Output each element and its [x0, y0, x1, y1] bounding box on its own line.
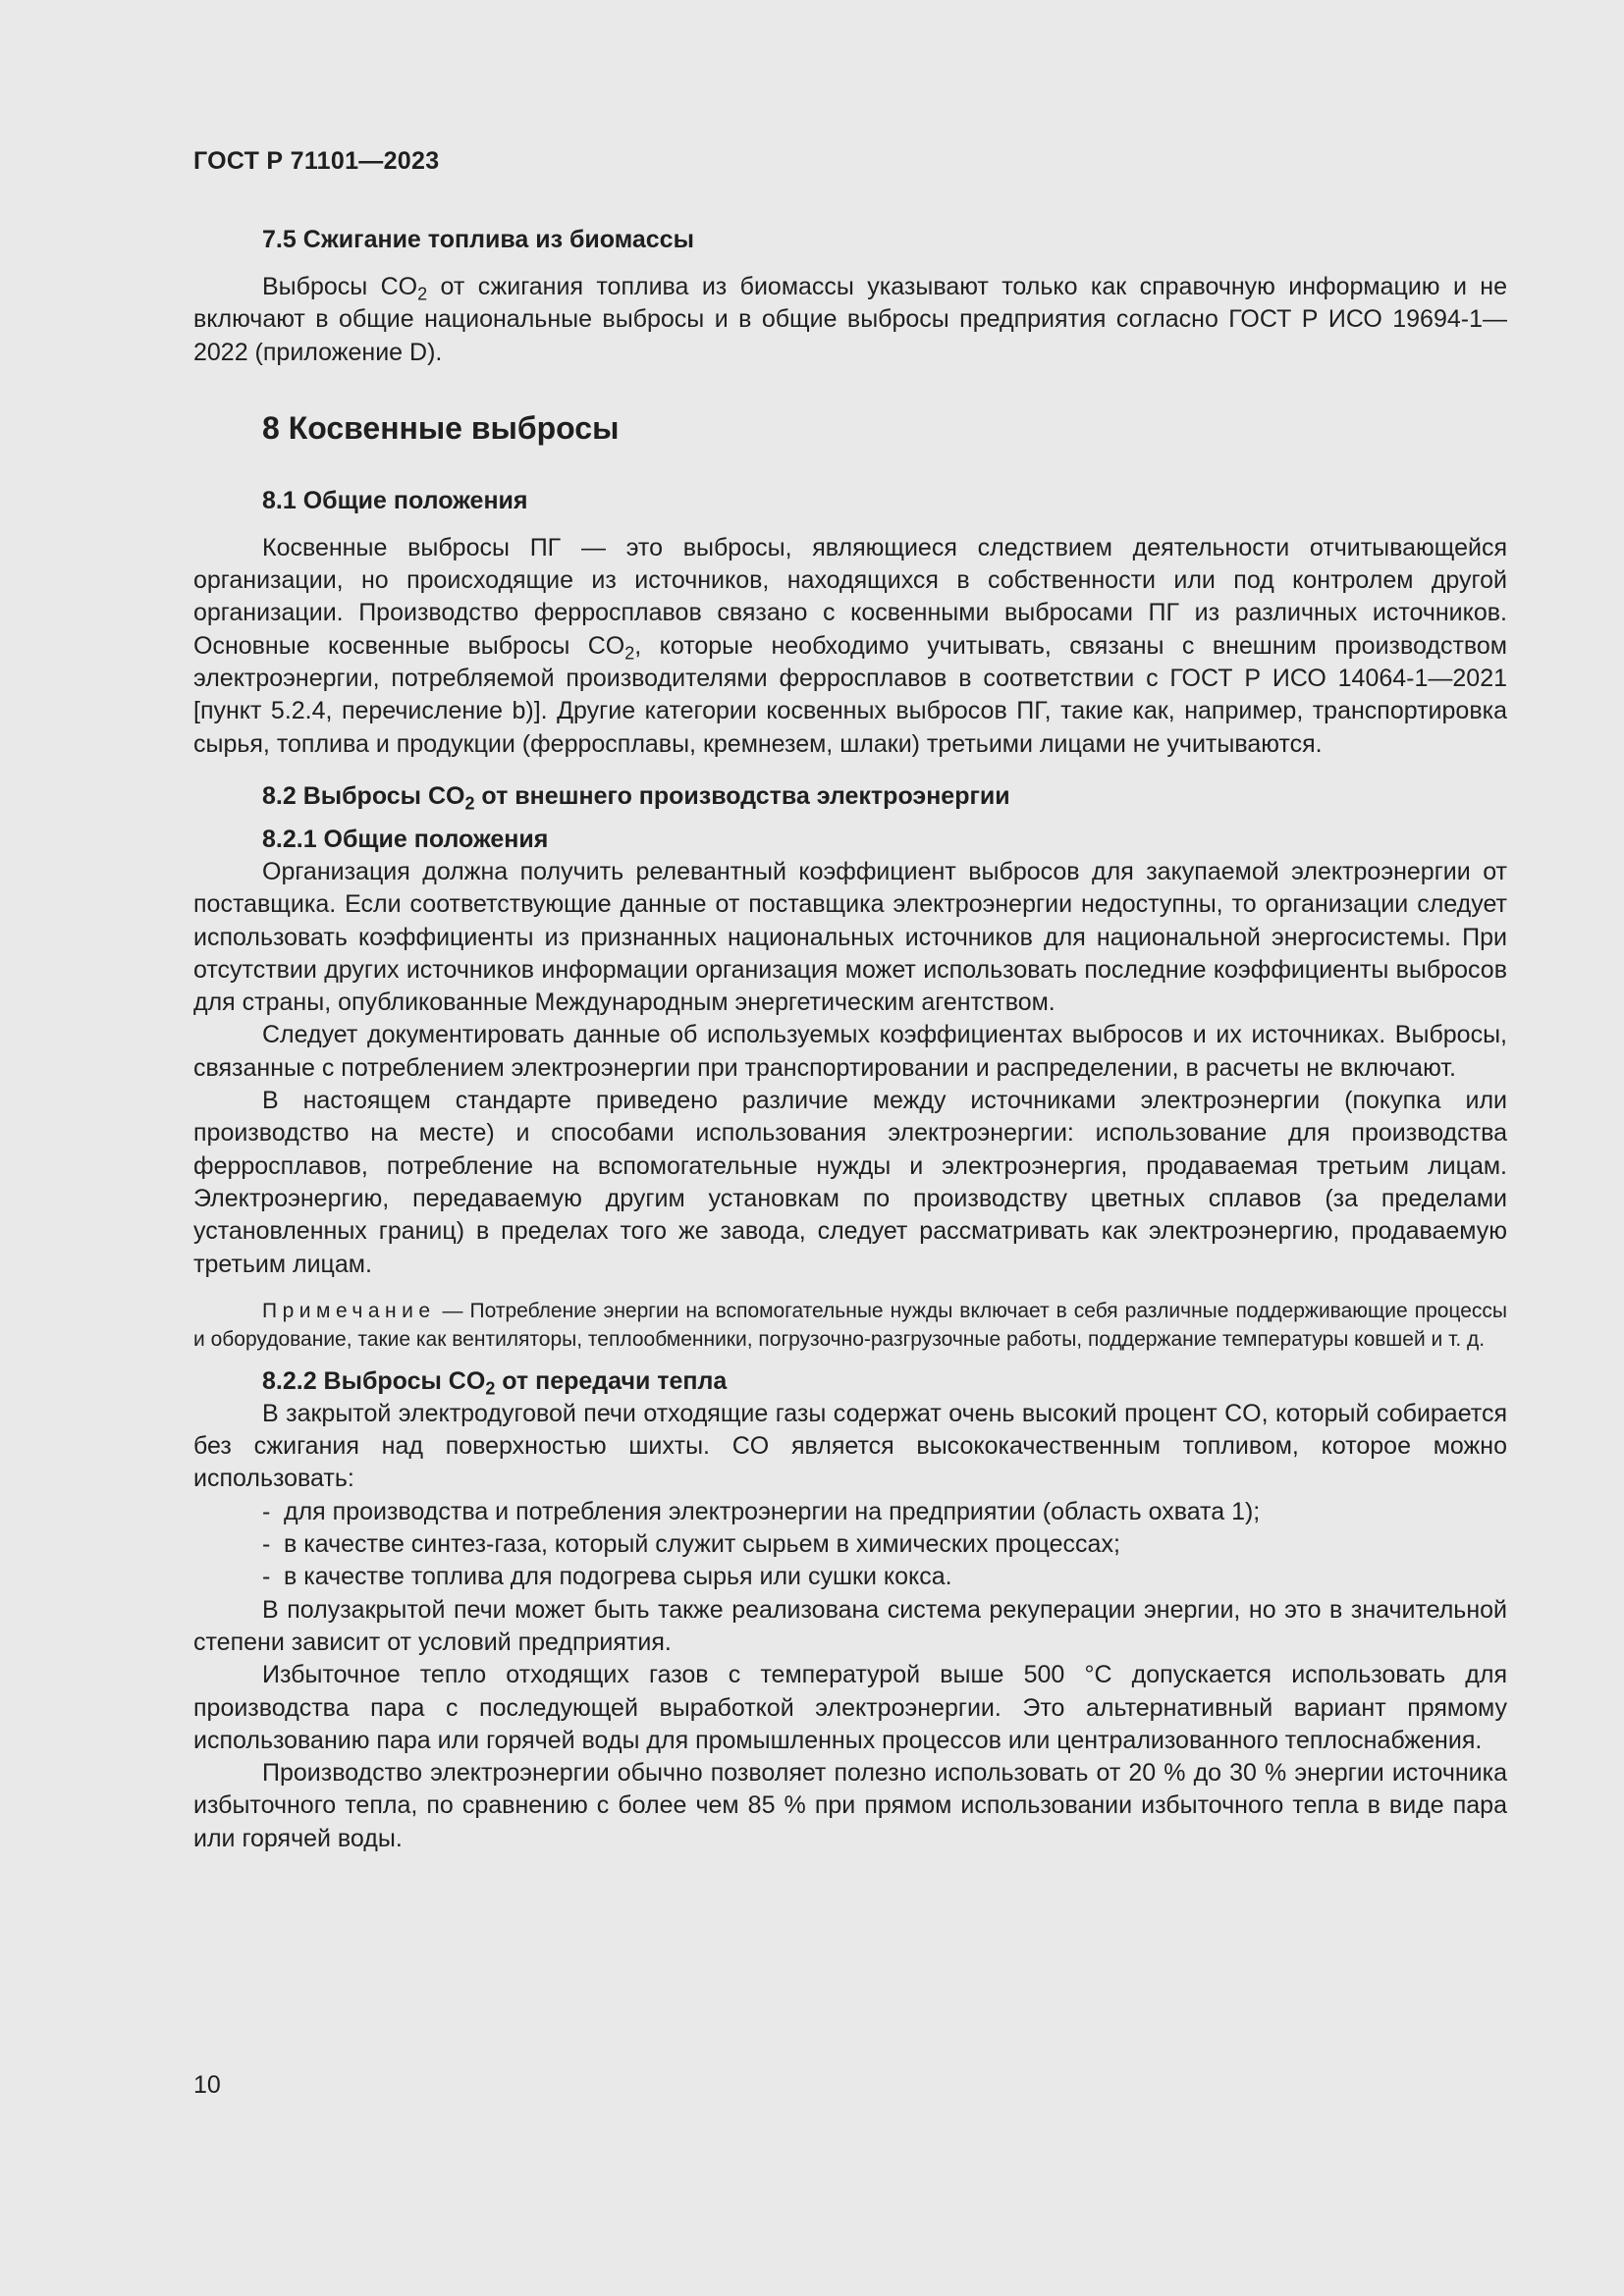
- paragraph: Следует документировать данные об используемых коэффициентах выбросов и их источниках. Выбросы, связанные с потреблением электроэнергии при транспортировании и распределении, в расчеты не включают.: [193, 1021, 1507, 1082]
- page-number: 10: [193, 2071, 221, 2099]
- bullet-list: [193, 1496, 1507, 1594]
- paragraph: Избыточное тепло отходящих газов с температурой выше 500 °C допускается использовать для производства пара с последующей выработкой электроэнергии. Это альтернативный вариант прямому использованию пара или горячей воды для промышленных процессов или централизованного теплоснабжения.: [193, 1661, 1507, 1754]
- note: [193, 1297, 1507, 1354]
- heading-text: от передачи тепла: [495, 1366, 728, 1395]
- text-fragment: , которые необходимо учитывать, связаны с внешним производством электроэнергии, потребляемой производителями ферросплавов в соответствии с ГОСТ Р ИСО 14064-1—2021 [пункт 5.2.4, перечисление b)]. Другие категории косвенных выбросов ПГ, такие как, например, транспортировка сырья, топлива и продукции (ферросплавы, кремнезем, шлаки) третьими лицами не учитываются.: [193, 631, 1507, 758]
- paragraph: В настоящем стандарте приведено различие между источниками электроэнергии (покупка или производство на месте) и способами использования электроэнергии: использование для производства ферросплавов, потребление на вспомогательные нужды и электроэнергия, продаваемая третьим лицам. Электроэнергию, передаваемую другим установкам по производству цветных сплавов (за пределами установленных границ) в пределах того же завода, следует рассматривать как электроэнергию, продаваемую третьим лицам.: [193, 1087, 1507, 1278]
- heading-8-1: 8.1 Общие положения: [262, 486, 528, 514]
- page-content: [193, 224, 1507, 1855]
- heading-7-5: 7.5 Сжигание топлива из биомассы: [262, 226, 694, 253]
- heading-text: 8.2 Выбросы CO: [262, 781, 465, 810]
- list-item: - в качестве синтез-газа, который служит сырьем в химических процессах;: [262, 1528, 1507, 1561]
- text-fragment: Косвенные выбросы ПГ — это выбросы, являющиеся следствием деятельности отчитывающейся организации, но происходящие из источников, находящихся в собственности или под контролем другой организации. Производство ферросплавов связано с косвенными выбросами ПГ из различных источников. Основные косвенные выбросы CO: [193, 533, 1507, 660]
- paragraph: [193, 271, 1507, 369]
- paragraph: [193, 532, 1507, 761]
- text-fragment: от сжигания топлива из биомассы указывают только как справочную информацию и не включают в общие национальные выбросы и в общие выбросы предприятия согласно ГОСТ Р ИСО 19694-1—2022 (приложение D).: [193, 273, 1508, 366]
- note-text: — Потребление энергии на вспомогательные нужды включает в себя различные поддерживающие процессы и оборудование, такие как вентиляторы, теплообменники, погрузочно-разгрузочные работы, поддержание температуры ковшей и т. д.: [193, 1299, 1507, 1351]
- note-label: Примечание: [262, 1299, 436, 1322]
- paragraph: Организация должна получить релевантный коэффициент выбросов для закупаемой электроэнергии от поставщика. Если соответствующие данные от поставщика электроэнергии недоступны, то организации следует использовать коэффициенты из признанных национальных источников для национальной энергосистемы. При отсутствии других источников информации организация может использовать последние коэффициенты выбросов для страны, опубликованные Международным энергетическим агентством.: [193, 857, 1507, 1017]
- subscript: 2: [464, 793, 475, 814]
- subscript: 2: [624, 643, 635, 664]
- list-item: - для производства и потребления электроэнергии на предприятии (область охвата 1);: [262, 1496, 1507, 1528]
- heading-text: 8.2.2 Выбросы CO: [262, 1366, 486, 1395]
- heading-8-2-2: [193, 1365, 1507, 1398]
- subscript: 2: [485, 1378, 496, 1399]
- heading-8-2-1: 8.2.1 Общие положения: [262, 825, 549, 853]
- paragraph: В полузакрытой печи может быть также реализована система рекуперации энергии, но это в значительной степени зависит от условий предприятия.: [193, 1595, 1507, 1656]
- paragraph: Производство электроэнергии обычно позволяет полезно использовать от 20 % до 30 % энергии источника избыточного тепла, по сравнению с более чем 85 % при прямом использовании избыточного тепла в виде пара или горячей воды.: [193, 1759, 1507, 1852]
- paragraph: В закрытой электродуговой печи отходящие газы содержат очень высокий процент CO, который собирается без сжигания над поверхностью шихты. CO является высококачественным топливом, которое можно использовать:: [193, 1399, 1507, 1493]
- heading-8: 8 Косвенные выбросы: [262, 409, 620, 446]
- heading-8-2: [193, 780, 1507, 813]
- list-item: - в качестве топлива для подогрева сырья или сушки кокса.: [262, 1561, 1507, 1593]
- heading-text: от внешнего производства электроэнергии: [474, 781, 1010, 810]
- subscript: 2: [417, 284, 428, 304]
- text-fragment: Выбросы CO: [262, 273, 418, 300]
- document-code: ГОСТ Р 71101—2023: [193, 147, 440, 175]
